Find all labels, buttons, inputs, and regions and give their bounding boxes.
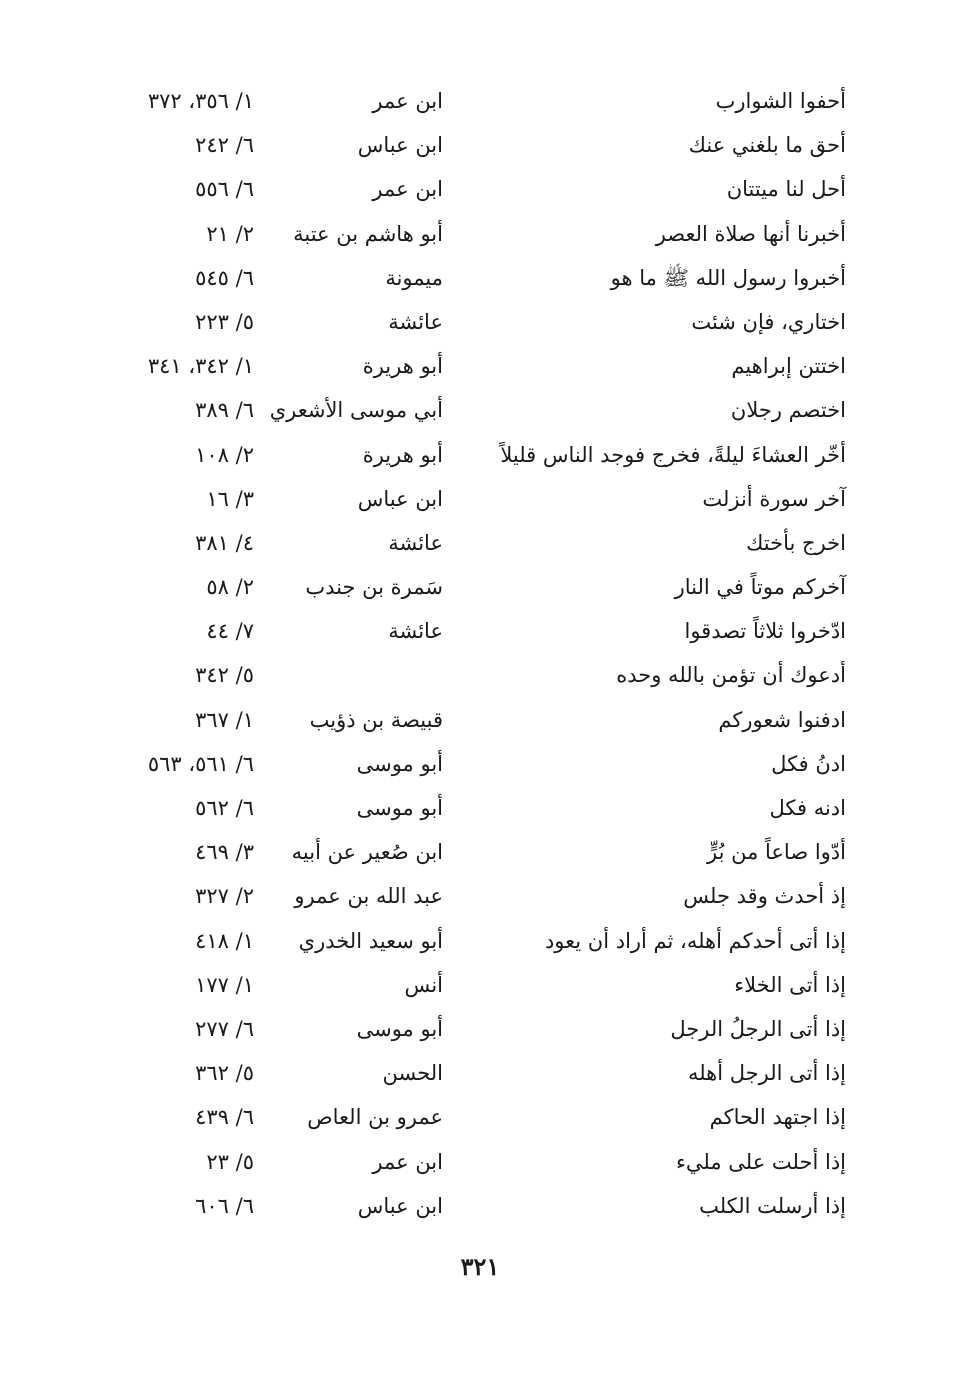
volume-page-reference: ٣/ ١٦ — [206, 486, 254, 511]
index-row — [110, 124, 850, 168]
narrator-name: أبو موسى — [356, 751, 443, 776]
hadith-incipit: أخبروا رسول الله ﷺ ما هو — [610, 265, 846, 290]
narrator-name: ميمونة — [385, 265, 443, 290]
index-row — [110, 1185, 850, 1229]
volume-page-reference: ١/ ٣٤٢، ٣٤١ — [147, 354, 254, 379]
index-row — [110, 1052, 850, 1096]
volume-page-reference: ٦/ ٥٤٥ — [195, 265, 254, 290]
narrator-name: عمرو بن العاص — [307, 1105, 443, 1130]
index-row — [110, 1141, 850, 1185]
narrator-name: أبو موسى — [356, 796, 443, 820]
index-row — [110, 831, 850, 875]
volume-page-reference: ٢/ ٥٨ — [206, 575, 254, 600]
narrator-name: أبو هريرة — [362, 442, 443, 467]
volume-page-reference: ٧/ ٤٤ — [206, 619, 254, 644]
hadith-incipit: إذا أرسلت الكلب — [699, 1193, 846, 1218]
volume-page-reference: ٣/ ٤٦٩ — [195, 840, 254, 865]
narrator-name: الحسن — [382, 1061, 443, 1086]
hadith-incipit: أدّوا صاعاً من بُرٍّ — [706, 840, 846, 865]
volume-page-reference: ٢/ ٢١ — [206, 221, 254, 246]
hadith-incipit: ادنه فكل — [769, 796, 846, 820]
narrator-name: أنس — [404, 972, 443, 997]
hadith-incipit: اختاري، فإن شئت — [691, 309, 846, 334]
page-number: ٣٢١ — [460, 1252, 500, 1281]
index-row — [110, 1008, 850, 1052]
hadith-incipit: ادّخروا ثلاثاً تصدقوا — [684, 619, 846, 644]
index-row — [110, 1096, 850, 1140]
hadith-incipit: إذا أتى الرجل أهله — [687, 1061, 846, 1086]
volume-page-reference: ١/ ٣٥٦، ٣٧٢ — [147, 89, 254, 113]
volume-page-reference: ٥/ ٢٣ — [206, 1149, 254, 1174]
hadith-incipit: إذا أتى الرجلُ الرجل — [670, 1016, 846, 1041]
volume-page-reference: ٤/ ٣٨١ — [195, 530, 254, 555]
narrator-name: ابن عمر — [372, 1149, 443, 1174]
narrator-name: عائشة — [388, 309, 443, 334]
volume-page-reference: ٦/ ٢٤٢ — [195, 133, 254, 158]
index-row — [110, 168, 850, 212]
hadith-incipit: آخركم موتاً في النار — [674, 575, 846, 600]
narrator-name: أبو سعيد الخدري — [298, 928, 443, 953]
narrator-name: ابن عمر — [372, 89, 443, 113]
hadith-index-list — [110, 80, 850, 1229]
index-row — [110, 610, 850, 654]
hadith-incipit: اختصم رجلان — [730, 398, 846, 423]
hadith-incipit: إذا اجتهد الحاكم — [709, 1105, 846, 1130]
volume-page-reference: ٥/ ٣٦٢ — [195, 1061, 254, 1086]
volume-page-reference: ٦/ ٥٦٢ — [195, 796, 254, 820]
volume-page-reference: ٢/ ٣٢٧ — [195, 884, 254, 909]
volume-page-reference: ١/ ٤١٨ — [195, 928, 254, 953]
index-row — [110, 522, 850, 566]
hadith-incipit: أحل لنا ميتتان — [726, 177, 846, 202]
hadith-incipit: إذا أحلت على مليء — [676, 1149, 846, 1174]
hadith-incipit: إذ أحدث وقد جلس — [683, 884, 846, 909]
hadith-incipit: اختتن إبراهيم — [731, 354, 846, 379]
hadith-incipit: اخرج بأختك — [746, 530, 846, 555]
hadith-incipit: أحفوا الشوارب — [715, 89, 846, 113]
index-row — [110, 257, 850, 301]
hadith-incipit: ادنُ فكل — [771, 751, 846, 776]
volume-page-reference: ٦/ ٥٥٦ — [195, 177, 254, 202]
hadith-incipit: إذا أتى أحدكم أهله، ثم أراد أن يعود — [544, 928, 846, 953]
hadith-incipit: أخّر العشاءَ ليلةً، فخرج فوجد الناس قليلاً — [500, 442, 846, 467]
volume-page-reference: ٦/ ٥٦١، ٥٦٣ — [147, 751, 254, 776]
index-row — [110, 213, 850, 257]
index-row — [110, 875, 850, 919]
narrator-name: أبي موسى الأشعري — [269, 398, 443, 423]
volume-page-reference: ١/ ٣٦٧ — [195, 707, 254, 732]
volume-page-reference: ٦/ ٢٧٧ — [195, 1016, 254, 1041]
hadith-incipit: أدعوك أن تؤمن بالله وحده — [616, 663, 846, 688]
index-row — [110, 699, 850, 743]
hadith-incipit: أحق ما بلغني عنك — [688, 133, 846, 158]
index-row — [110, 964, 850, 1008]
index-row — [110, 301, 850, 345]
volume-page-reference: ٦/ ٦٠٦ — [195, 1193, 254, 1218]
index-row — [110, 920, 850, 964]
index-row — [110, 478, 850, 522]
index-row — [110, 743, 850, 787]
narrator-name: عائشة — [388, 530, 443, 555]
index-row — [110, 389, 850, 433]
narrator-name: ابن عباس — [357, 486, 443, 511]
narrator-name: ابن عمر — [372, 177, 443, 202]
hadith-incipit: أخبرنا أنها صلاة العصر — [655, 221, 846, 246]
volume-page-reference: ٥/ ٢٢٣ — [195, 309, 254, 334]
narrator-name: عائشة — [388, 619, 443, 644]
index-row — [110, 654, 850, 698]
index-row — [110, 80, 850, 124]
index-row — [110, 566, 850, 610]
volume-page-reference: ١/ ١٧٧ — [195, 972, 254, 997]
index-row — [110, 434, 850, 478]
narrator-name: عبد الله بن عمرو — [294, 884, 443, 909]
narrator-name: أبو هاشم بن عتبة — [293, 221, 443, 246]
hadith-incipit: آخر سورة أنزلت — [702, 486, 846, 511]
volume-page-reference: ٢/ ١٠٨ — [195, 442, 254, 467]
narrator-name: ابن صُعير عن أبيه — [291, 840, 443, 865]
volume-page-reference: ٦/ ٤٣٩ — [195, 1105, 254, 1130]
narrator-name: أبو موسى — [356, 1016, 443, 1041]
narrator-name: ابن عباس — [357, 133, 443, 158]
index-row — [110, 787, 850, 831]
hadith-incipit: إذا أتى الخلاء — [734, 972, 846, 997]
hadith-incipit: ادفنوا شعوركم — [718, 707, 846, 732]
narrator-name: قبيصة بن ذؤيب — [309, 707, 443, 732]
index-row — [110, 345, 850, 389]
narrator-name: ابن عباس — [357, 1193, 443, 1218]
narrator-name: سَمرة بن جندب — [305, 575, 443, 600]
narrator-name: أبو هريرة — [362, 354, 443, 379]
volume-page-reference: ٥/ ٣٤٢ — [195, 663, 254, 688]
volume-page-reference: ٦/ ٣٨٩ — [195, 398, 254, 423]
